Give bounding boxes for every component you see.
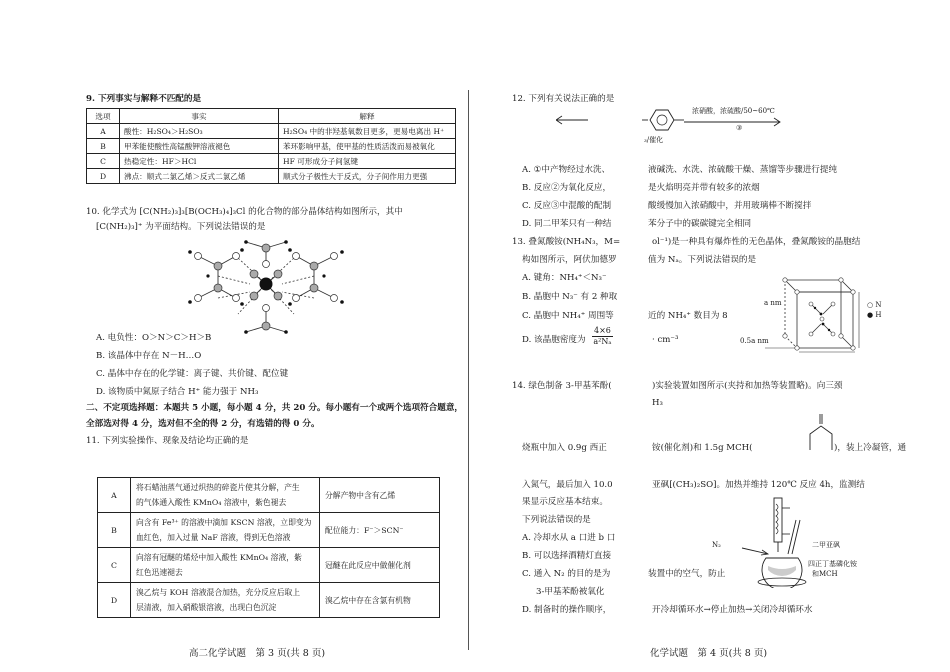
proc-line: 血红色，加入过量 NaF 溶液，得到无色溶液 [136, 533, 291, 542]
table-row [87, 139, 456, 154]
crystal-structure-figure [178, 236, 354, 342]
table-cell: 分解产物中含有乙烯 [320, 478, 440, 513]
q12-option-d-left: D. 同二甲苯只有一种结 [522, 219, 612, 229]
q10-stem-line1: 10. 化学式为 [C(NH₂)₃]₃[B(OCH₃)₄]₃Cl 的化合物的部分晶体结构如图所示，其中 [86, 207, 403, 217]
fraction-numerator: 4×6 [594, 326, 611, 335]
q12-reagent: 浓硝酸，浓硫酸/50~60℃ [692, 107, 775, 115]
q12-option-b-right: 是火焰明亮并带有较多的浓烟 [648, 183, 760, 193]
table-cell [131, 478, 320, 513]
q14-line3-left: 烧瓶中加入 0.9g 西正 [522, 443, 607, 453]
table-cell [131, 548, 320, 583]
q14-line6: 下列说法错误的是 [522, 515, 591, 525]
table-row [87, 109, 456, 124]
proc-line: 的气体通入酸性 KMnO₄ 溶液中，紫色褪去 [136, 498, 287, 507]
table-row [87, 154, 456, 169]
table-cell [131, 513, 320, 548]
q13-option-d-left: D. 该晶胞密度为 [522, 335, 586, 345]
legend-hydrogen: ● H [867, 311, 882, 319]
q11-table [97, 477, 440, 618]
q13-option-c-right: 近的 NH₄⁺ 数目为 8 [648, 311, 728, 321]
table-cell: C [87, 154, 120, 169]
table-header: 事实 [120, 109, 279, 124]
table-row [98, 583, 440, 618]
table-cell: 酸性：H₂SO₄＞H₂SO₃ [120, 124, 279, 139]
proc-line: 向含有 Fe³⁺ 的溶液中滴加 KSCN 溶液，立即变为 [136, 518, 312, 527]
table-row [98, 478, 440, 513]
page-divider [468, 90, 469, 650]
section-2-heading-line1: 二、不定项选择题：本题共 5 小题，每小题 4 分，共 20 分。每小题有一个或两个选项符合题意， [86, 403, 464, 413]
q14-option-d-right: 开冷却循环水→停止加热→关闭冷却循环水 [652, 605, 813, 615]
table-cell: A [87, 124, 120, 139]
q14-option-c-line2: 3-甲基苯酚被氧化 [536, 587, 605, 597]
q14-option-d-left: D. 制备时的操作顺序， [522, 605, 612, 615]
apparatus-label-catalyst: 四正丁基磷化铵 [808, 560, 857, 568]
q12-stem: 12. 下列有关说法正确的是 [512, 94, 615, 104]
n2-inlet-label: N₂ [712, 541, 721, 549]
footer-left: 高二化学试题 第 3 页(共 8 页) [189, 648, 326, 659]
table-cell: 沸点：顺式二氯乙烯＞反式二氯乙烯 [120, 169, 279, 184]
q14-line3-mid: 铵(催化剂)和 1.5g MCH( [652, 443, 753, 453]
table-cell: D [98, 583, 131, 618]
q14-line3-right: )，装上冷凝管，通 [834, 443, 907, 453]
proc-line: 红色迅速褪去 [136, 568, 183, 577]
table-cell: 冠醚在此反应中做催化剂 [320, 548, 440, 583]
proc-line: 向溶有冠醚的烯烃中加入酸性 KMnO₄ 溶液，紫 [136, 553, 302, 562]
q14-option-a: A. 冷却水从 a 口进 b 口 [522, 533, 616, 543]
table-cell: 配位能力：F⁻＞SCN⁻ [320, 513, 440, 548]
mch-structure [806, 412, 834, 452]
q13-stem-left: 13. 叠氮酸铵(NH₄N₃，M= [512, 237, 621, 247]
table-row [98, 548, 440, 583]
proc-line: 将石蜡油蒸气通过炽热的碎瓷片使其分解，产生 [136, 483, 300, 492]
table-header: 解释 [279, 109, 456, 124]
table-cell: H₂SO₄ 中的非羟基氧数目更多，更易电离出 H⁺ [279, 124, 456, 139]
section-2-heading-line2: 全部选对得 4 分，选对但不全的得 2 分，有选错的得 0 分。 [86, 419, 320, 429]
q10-option-b: B. 该晶体中存在 N－H…O [96, 351, 202, 361]
apparatus-label-dmso: 二甲亚砜 [812, 541, 840, 549]
q14-line1-right: )实验装置如图所示(夹持和加热等装置略)。向三颈 [652, 381, 843, 391]
unit-cell-dim-a: a nm [764, 299, 782, 307]
q13-option-a: A. 键角：NH₄⁺＜N₃⁻ [522, 273, 607, 283]
proc-line: 溴乙烷与 KOH 溶液混合加热，充分反应后取上 [136, 588, 301, 597]
q14-option-b: B. 可以选择酒精灯直接 [522, 551, 612, 561]
table-cell: 顺式分子极性大于反式，分子间作用力更强 [279, 169, 456, 184]
q13-option-c-left: C. 晶胞中 NH₄⁺ 周围等 [522, 311, 614, 321]
table-cell: 溴乙烷中存在含氯有机物 [320, 583, 440, 618]
q13-stem-right: ol⁻¹)是一种具有爆炸性的无色晶体，叠氮酸铵的晶胞结 [652, 237, 861, 247]
q14-option-c-right: 装置中的空气，防止 [648, 569, 726, 579]
table-cell: HF 可形成分子间氢键 [279, 154, 456, 169]
q10-option-c: C. 晶体中存在的化学键：离子键、共价键、配位键 [96, 369, 289, 379]
q9-table [86, 108, 456, 184]
q13-line2-right: 值为 Nₐ。下列说法错误的是 [648, 255, 757, 265]
footer-right: 化学试题 第 4 页(共 8 页) [650, 648, 768, 659]
table-cell: A [98, 478, 131, 513]
table-cell: D [87, 169, 120, 184]
q12-option-d-right: 苯分子中的碳碳键完全相同 [648, 219, 752, 229]
unit-cell-figure [755, 272, 865, 356]
q13-density-fraction [592, 326, 613, 347]
table-cell: 苯环影响甲基，使甲基的性质活泼而易被氧化 [279, 139, 456, 154]
q14-line1-left: 14. 绿色制备 3-甲基苯酚( [512, 381, 612, 391]
q10-option-d: D. 该物质中氮原子结合 H⁺ 能力强于 NH₃ [96, 387, 259, 397]
q14-line5: 果显示反应基本结束。 [522, 497, 608, 507]
q13-line2-left: 构如图所示，阿伏加德罗 [522, 255, 617, 265]
table-cell: B [87, 139, 120, 154]
proc-line: 层清液，加入硝酸银溶液，出现白色沉淀 [136, 603, 277, 612]
q11-stem: 11. 下列实验操作、现象及结论均正确的是 [86, 436, 249, 446]
q14-line2: H₃ [652, 398, 663, 408]
q14-line4-left: 入氮气，最后加入 10.0 [522, 480, 613, 490]
q9-stem: 9. 下列事实与解释不匹配的是 [86, 94, 202, 104]
q10-stem-line2: [C(NH₂)₃]⁺ 为平面结构。下列说法错误的是 [96, 222, 266, 232]
table-cell: B [98, 513, 131, 548]
table-cell [131, 583, 320, 618]
legend-nitrogen: ○ N [867, 301, 882, 309]
table-row [87, 169, 456, 184]
unit-cell-dim-half-a: 0.5a nm [740, 337, 769, 345]
table-header: 选项 [87, 109, 120, 124]
apparatus-label-mch: 和MCH [812, 570, 838, 578]
q12-option-c-right: 酸缓慢加入浓硝酸中，并用玻璃棒不断搅拌 [648, 201, 812, 211]
q12-option-a-right: 液碱洗、水洗、浓硫酸干燥、蒸馏等步骤进行提纯 [648, 165, 838, 175]
fraction-denominator: a²Nₐ [593, 337, 612, 346]
q12-catalyst-label: ₃/催化 [644, 136, 664, 144]
q12-step-label: ③ [736, 124, 743, 132]
table-row [87, 124, 456, 139]
table-cell: 甲苯能使酸性高锰酸钾溶液褪色 [120, 139, 279, 154]
q14-option-c-left: C. 通入 N₂ 的目的是为 [522, 569, 611, 579]
q13-option-b: B. 晶胞中 N₃⁻ 有 2 种取 [522, 292, 618, 302]
q12-option-b-left: B. 反应②为氧化反应， [522, 183, 612, 193]
q12-option-c-left: C. 反应③中混酸的配制 [522, 201, 612, 211]
q10-option-a: A. 电负性：O＞N＞C＞H＞B [96, 333, 212, 343]
table-row [98, 513, 440, 548]
table-cell: 热稳定性：HF＞HCl [120, 154, 279, 169]
q12-option-a-left: A. ①中产物经过水洗、 [522, 165, 611, 175]
q13-option-d-unit: · cm⁻³ [652, 335, 679, 345]
table-cell: C [98, 548, 131, 583]
q14-line4-right: 亚砜[(CH₃)₂SO]。加热并维持 120℃ 反应 4h，监测结 [652, 480, 865, 490]
